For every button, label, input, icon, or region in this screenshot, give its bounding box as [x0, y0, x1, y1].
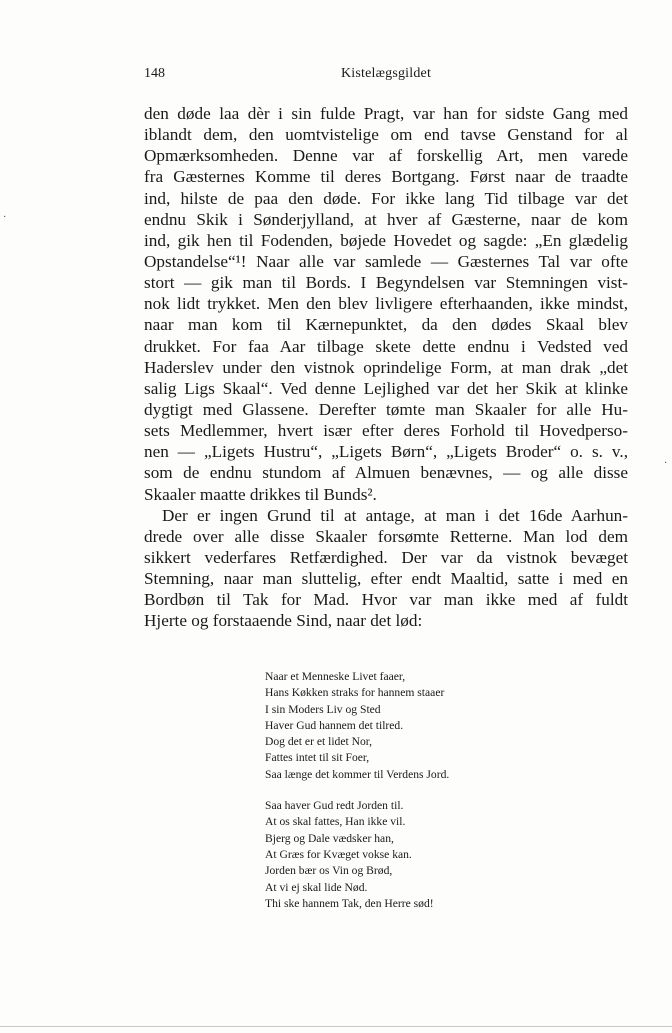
page-header: [144, 66, 628, 86]
right-margin-mark: ·: [664, 458, 668, 469]
text-line: sets Medlemmer, hvert især efter deres Forhold til Hovedperso-: [144, 421, 628, 441]
body-text: [144, 103, 628, 632]
running-head: Kistelægsgildet: [340, 66, 432, 81]
poem-stanza-1: [265, 669, 585, 783]
left-margin-mark: ·: [3, 212, 7, 223]
text-line: dygtigt med Glassene. Derefter tømte man Skaaler for alle Hu-: [144, 399, 628, 419]
poem-verse: Hans Køkken straks for hannem staaer: [265, 686, 445, 700]
text-line: Stemning, naar man sluttelig, efter endt Maaltid, satte i med en: [144, 569, 628, 589]
poem-verse: Saa længe det kommer til Verdens Jord.: [265, 767, 450, 781]
text-line: salig Ligs Skaal“. Ved denne Lejlighed var det her Skik at klinke: [144, 378, 628, 398]
text-line: stort — gik man til Bords. I Begyndelsen var Stemningen vist-: [144, 273, 628, 293]
poem-verse: Haver Gud hannem det tilred.: [265, 718, 404, 732]
poem-verse: Fattes intet til sit Foer,: [265, 751, 370, 765]
text-line: naar man kom til Kærnepunktet, da den dødes Skaal blev: [144, 315, 628, 335]
text-line: Der er ingen Grund til at antage, at man i det 16de Aarhun-: [162, 505, 628, 525]
text-line: fra Gæsternes Komme til deres Bortgang. Først naar de traadte: [144, 167, 628, 187]
poem-verse: At Græs for Kvæget vokse kan.: [265, 847, 412, 861]
text-line: Opstandelse“¹! Naar alle var samlede — Gæsternes Tal var ofte: [144, 251, 628, 271]
poem-stanza-2: [265, 798, 585, 912]
poem-verse: Naar et Menneske Livet faaer,: [265, 670, 406, 683]
text-line: drukket. For faa Aar tilbage skete dette endnu i Vedsted ved: [144, 336, 628, 356]
text-line: drede over alle disse Skaaler forsømte Retterne. Man lod dem: [144, 526, 628, 546]
poem-verse: Bjerg og Dale vædsker han,: [265, 831, 394, 845]
poem-verse: Dog det er et lidet Nor,: [265, 735, 373, 749]
poem-verse: Saa haver Gud redt Jorden til.: [265, 799, 404, 813]
page-number: 148: [144, 66, 165, 81]
text-line: iblandt dem, den uomtvistelige om end tavse Genstand for al: [144, 125, 628, 145]
text-line: den døde laa dèr i sin fulde Pragt, var han for sidste Gang med: [144, 104, 628, 123]
text-line: ind, gik hen til Fodenden, bøjede Hovedet og sagde: „En glædelig: [144, 230, 628, 250]
text-line: sikkert vederfares Retfærdighed. Der var da vistnok bevæget: [144, 547, 628, 567]
text-line: Bordbøn til Tak for Mad. Hvor var man ikke med af fuldt: [144, 590, 628, 610]
text-line: nen — „Ligets Hustru“, „Ligets Børn“, „Ligets Broder“ o. s. v.,: [144, 442, 628, 462]
text-line: Hjerte og forstaaende Sind, naar det lød:: [144, 611, 423, 631]
prayer-poem: [265, 669, 585, 912]
poem-verse: Jorden bær os Vin og Brød,: [265, 864, 393, 878]
poem-verse: Thi ske hannem Tak, den Herre sød!: [265, 896, 434, 910]
text-line: som de endnu stundom af Almuen benævnes, — og alle disse: [144, 463, 628, 483]
page-bottom-edge: [0, 1026, 672, 1027]
text-line: endnu Skik i Sønderjylland, at hver af Gæsterne, naar de kom: [144, 209, 628, 229]
poem-verse: At os skal fattes, Han ikke vil.: [265, 815, 406, 829]
text-line: Skaaler maatte drikkes til Bunds².: [144, 484, 377, 504]
poem-verse: I sin Moders Liv og Sted: [265, 702, 381, 716]
text-line: nok lidt trykket. Men den blev livligere efterhaanden, ikke mindst,: [144, 294, 628, 314]
text-line: Haderslev under den vistnok oprindelige Form, at man drak „det: [144, 357, 628, 377]
text-line: ind, hilste de paa den døde. For ikke lang Tid tilbage var det: [144, 188, 628, 208]
text-line: Opmærksomheden. Denne var af forskellig Art, men varede: [144, 146, 628, 166]
poem-verse: At vi ej skal lide Nød.: [265, 880, 368, 894]
